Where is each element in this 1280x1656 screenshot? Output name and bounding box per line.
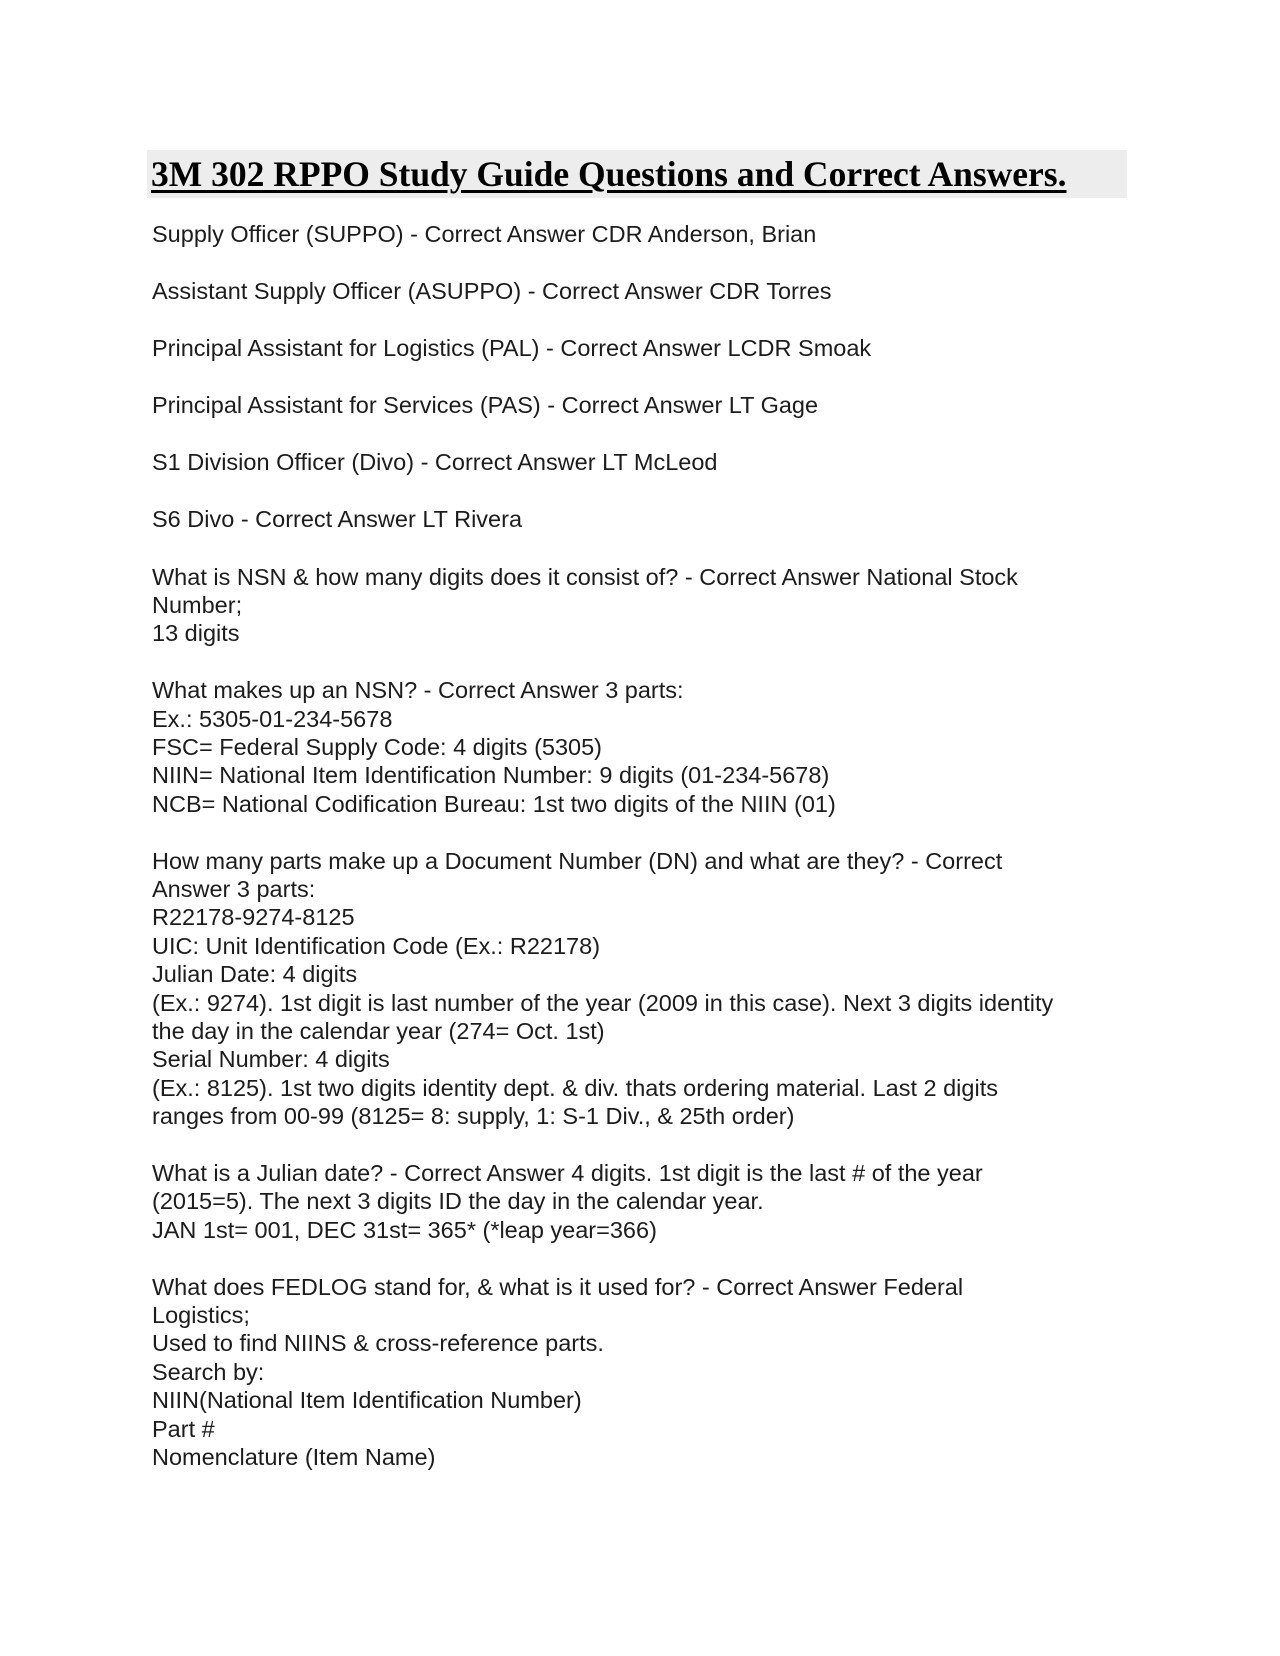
entry-line: Search by:	[152, 1358, 265, 1385]
qa-entry-nsn-parts	[152, 676, 1132, 818]
qa-entry-s1-divo	[152, 448, 1132, 476]
qa-entry-fedlog	[152, 1273, 1132, 1472]
entry-line: Assistant Supply Officer (ASUPPO) - Correct Answer CDR Torres	[152, 278, 832, 305]
entry-line: (Ex.: 8125). 1st two digits identity dept. & div. thats ordering material. Last 2 digits	[152, 1074, 998, 1101]
qa-entry-nsn-digits	[152, 563, 1132, 648]
entry-line: Principal Assistant for Logistics (PAL) - Correct Answer LCDR Smoak	[152, 335, 872, 362]
entry-line: Supply Officer (SUPPO) - Correct Answer CDR Anderson, Brian	[152, 221, 817, 247]
entry-line: R22178-9274-8125	[152, 904, 355, 931]
qa-entry-pal	[152, 334, 1132, 362]
entry-line: Logistics;	[152, 1302, 250, 1329]
entry-line: Serial Number: 4 digits	[152, 1046, 390, 1073]
entry-line: the day in the calendar year (274= Oct. 1st)	[152, 1018, 605, 1045]
entry-line: Principal Assistant for Services (PAS) - Correct Answer LT Gage	[152, 392, 819, 419]
page-title: 3M 302 RPPO Study Guide Questions and Correct Answers.	[151, 154, 1067, 194]
qa-entry-s6-divo	[152, 505, 1132, 533]
entry-line: NIIN= National Item Identification Number: 9 digits (01-234-5678)	[152, 762, 830, 789]
entry-line: What is a Julian date? - Correct Answer 4 digits. 1st digit is the last # of the year	[152, 1160, 983, 1187]
entry-line: What is NSN & how many digits does it consist of? - Correct Answer National Stock	[152, 563, 1018, 590]
qa-entry-document-number	[152, 847, 1132, 1131]
entry-line: S1 Division Officer (Divo) - Correct Answer LT McLeod	[152, 449, 718, 476]
entry-line: What makes up an NSN? - Correct Answer 3 parts:	[152, 677, 684, 704]
title-highlight	[147, 150, 1127, 198]
entry-line: Ex.: 5305-01-234-5678	[152, 705, 393, 732]
entry-line: Used to find NIINS & cross-reference parts.	[152, 1330, 604, 1357]
entry-line: FSC= Federal Supply Code: 4 digits (5305)	[152, 733, 602, 760]
entry-line: ranges from 00-99 (8125= 8: supply, 1: S-1 Div., & 25th order)	[152, 1103, 795, 1130]
entry-line: (Ex.: 9274). 1st digit is last number of the year (2009 in this case). Next 3 digits identity	[152, 989, 1054, 1016]
qa-entry-julian-date	[152, 1159, 1132, 1244]
entry-line: UIC: Unit Identification Code (Ex.: R22178)	[152, 932, 601, 959]
entry-line: What does FEDLOG stand for, & what is it used for? - Correct Answer Federal	[152, 1273, 964, 1300]
entry-line: Answer 3 parts:	[152, 876, 316, 902]
entry-line: S6 Divo - Correct Answer LT Rivera	[152, 506, 523, 533]
entry-line: Part #	[152, 1415, 215, 1442]
qa-entry-pas	[152, 391, 1132, 419]
entry-line: Julian Date: 4 digits	[152, 961, 358, 988]
entry-line: NCB= National Codification Bureau: 1st two digits of the NIIN (01)	[152, 790, 836, 817]
qa-entry-asuppo	[152, 277, 1132, 305]
entry-line: 13 digits	[152, 620, 240, 647]
study-guide-content	[152, 220, 1132, 1472]
entry-line: JAN 1st= 001, DEC 31st= 365* (*leap year=366)	[152, 1216, 657, 1243]
entry-line: Number;	[152, 591, 243, 618]
entry-line: Nomenclature (Item Name)	[152, 1444, 436, 1471]
entry-line: NIIN(National Item Identification Number)	[152, 1387, 582, 1414]
entry-line: (2015=5). The next 3 digits ID the day in the calendar year.	[152, 1188, 764, 1215]
qa-entry-suppo	[152, 220, 1132, 248]
entry-line: How many parts make up a Document Number (DN) and what are they? - Correct	[152, 847, 1003, 874]
